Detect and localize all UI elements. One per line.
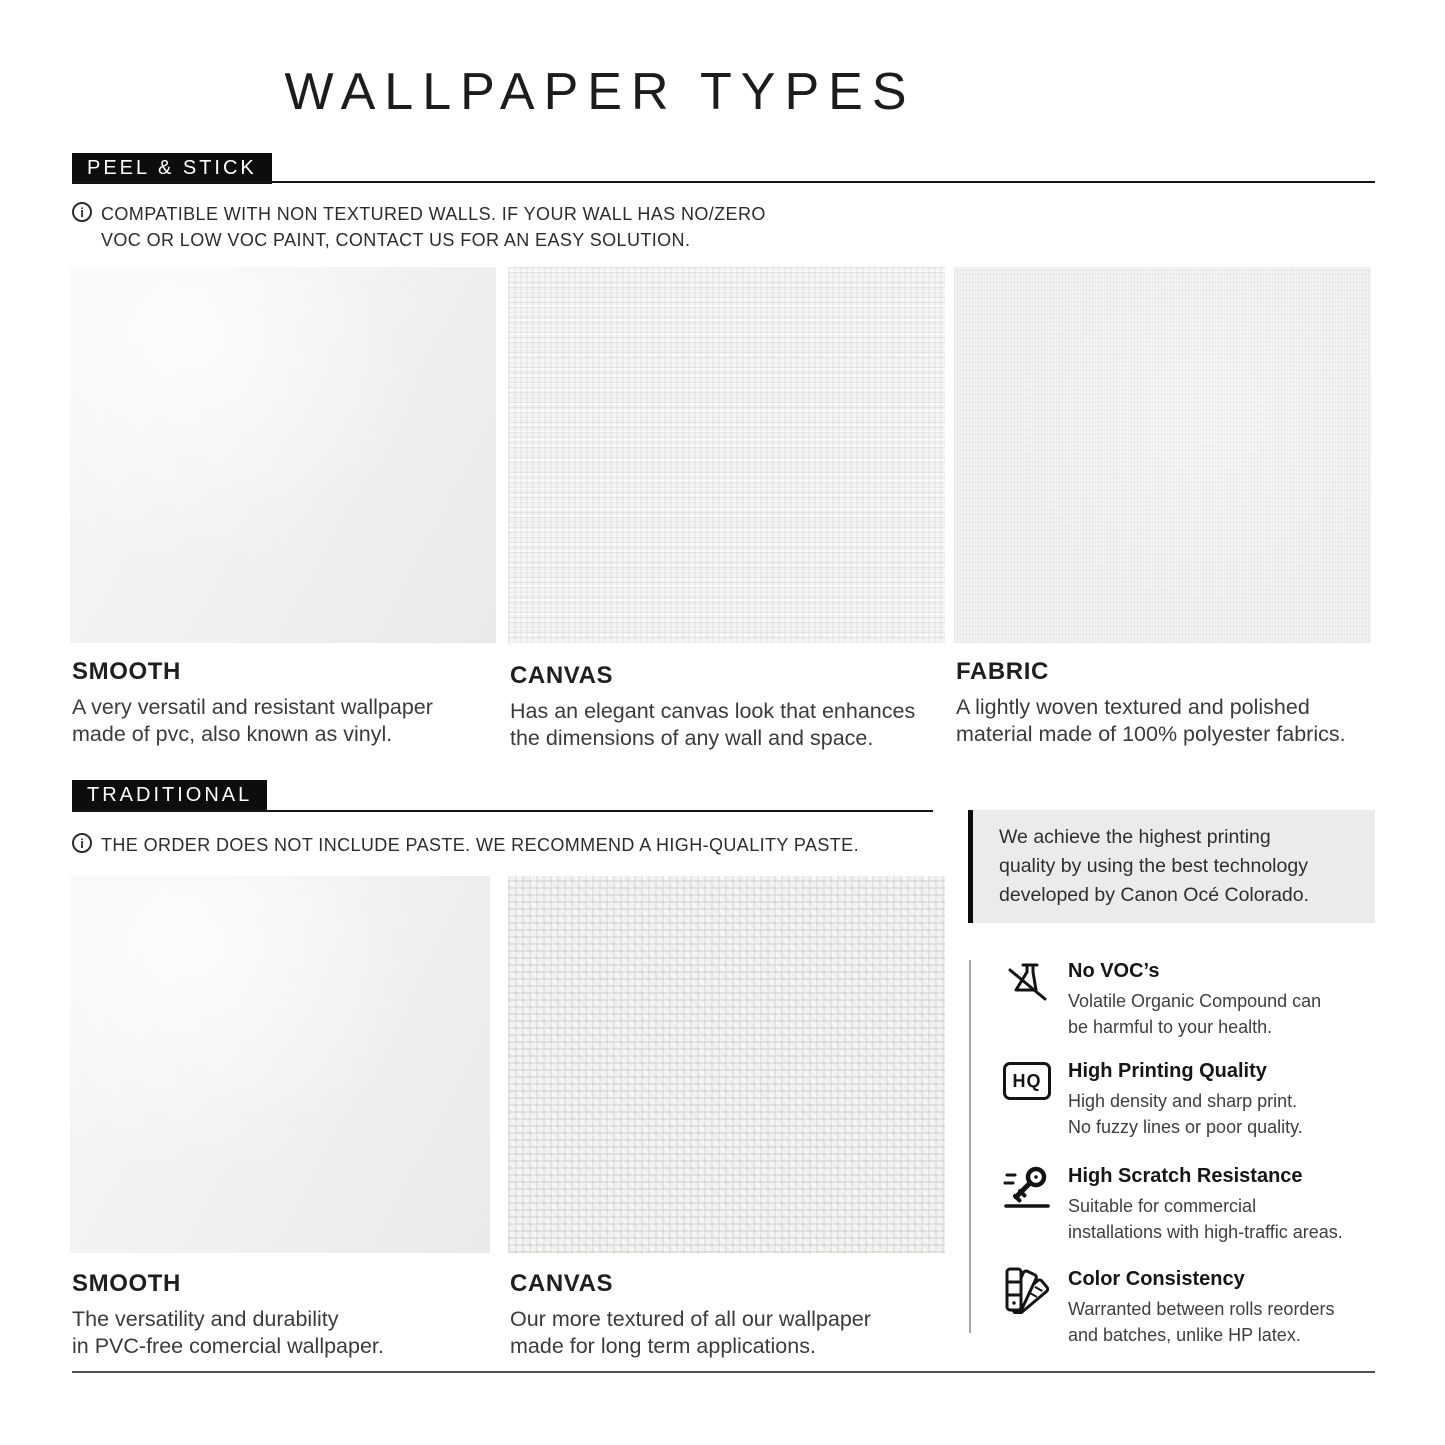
section-divider xyxy=(72,181,1375,183)
section-divider xyxy=(72,810,933,812)
note-line: VOC OR LOW VOC PAINT, CONTACT US FOR AN EASY SOLUTION. xyxy=(101,230,691,250)
traditional-note xyxy=(72,832,859,858)
swatch-caption xyxy=(72,1270,502,1360)
feature-description xyxy=(1068,1193,1343,1245)
feature-title: High Scratch Resistance xyxy=(1068,1165,1303,1187)
desc-line: Has an elegant canvas look that enhances xyxy=(510,699,916,723)
feature-title: Color Consistency xyxy=(1068,1268,1245,1290)
desc-line: A lightly woven textured and polished xyxy=(956,695,1310,719)
swatch-description xyxy=(510,1306,950,1360)
page-title: WALLPAPER TYPES xyxy=(284,63,916,121)
section-badge-peel-and-stick: PEEL & STICK xyxy=(72,153,272,184)
swatch-image-canvas-peel xyxy=(508,267,945,643)
desc-line: The versatility and durability xyxy=(72,1307,339,1331)
swatch-label: CANVAS xyxy=(510,662,614,689)
swatch-label: CANVAS xyxy=(510,1270,614,1297)
no-voc-flask-icon xyxy=(1003,958,1051,1006)
desc-line: be harmful to your health. xyxy=(1068,1017,1273,1037)
desc-line: material made of 100% polyester fabrics. xyxy=(956,722,1346,746)
swatch-description xyxy=(956,694,1381,748)
desc-line: and batches, unlike HP latex. xyxy=(1068,1325,1301,1345)
desc-line: Warranted between rolls reorders xyxy=(1068,1299,1335,1319)
swatch-label: SMOOTH xyxy=(72,1270,181,1297)
sidebar-divider xyxy=(969,960,971,1333)
peel-stick-note xyxy=(72,201,766,253)
color-swatchbook-icon xyxy=(1003,1266,1051,1314)
feature-description xyxy=(1068,1088,1303,1140)
swatch-description xyxy=(510,698,950,752)
swatch-description xyxy=(72,694,502,748)
feature-text xyxy=(1068,1163,1343,1245)
swatch-image-smooth-traditional xyxy=(70,876,490,1253)
feature-description xyxy=(1068,988,1321,1040)
note-line: COMPATIBLE WITH NON TEXTURED WALLS. IF YOUR WALL HAS NO/ZERO xyxy=(101,204,766,224)
swatch-image-canvas-traditional xyxy=(508,876,945,1253)
note-text xyxy=(101,832,859,858)
feature-high-scratch-resistance xyxy=(1003,1163,1375,1245)
printing-quality-callout xyxy=(968,810,1375,923)
swatch-caption xyxy=(510,662,950,752)
feature-text xyxy=(1068,958,1321,1040)
desc-line: High density and sharp print. xyxy=(1068,1091,1298,1111)
swatch-label: SMOOTH xyxy=(72,658,181,685)
desc-line: in PVC-free comercial wallpaper. xyxy=(72,1334,384,1358)
feature-text xyxy=(1068,1058,1303,1140)
swatch-caption xyxy=(72,658,502,748)
swatch-image-fabric-peel xyxy=(954,267,1371,643)
section-badge-traditional: TRADITIONAL xyxy=(72,780,267,811)
swatch-image-smooth-peel xyxy=(70,267,496,643)
feature-description xyxy=(1068,1296,1334,1348)
desc-line: made of pvc, also known as vinyl. xyxy=(72,722,393,746)
feature-title: No VOC’s xyxy=(1068,960,1160,982)
hq-badge-icon xyxy=(1003,1058,1051,1106)
bottom-divider xyxy=(72,1371,1375,1373)
swatch-description xyxy=(72,1306,502,1360)
note-line: THE ORDER DOES NOT INCLUDE PASTE. WE RECOMMEND A HIGH-QUALITY PASTE. xyxy=(101,835,859,855)
note-text xyxy=(101,201,766,253)
desc-line: made for long term applications. xyxy=(510,1334,816,1358)
info-icon: i xyxy=(72,833,92,853)
callout-line: We achieve the highest printing xyxy=(999,826,1271,848)
callout-line: quality by using the best technology xyxy=(999,855,1308,877)
hq-badge-label: HQ xyxy=(1003,1062,1051,1100)
callout-line: developed by Canon Océ Colorado. xyxy=(999,884,1310,906)
desc-line: Our more textured of all our wallpaper xyxy=(510,1307,871,1331)
feature-text xyxy=(1068,1266,1334,1348)
feature-high-printing-quality xyxy=(1003,1058,1375,1140)
feature-no-vocs xyxy=(1003,958,1375,1040)
desc-line: No fuzzy lines or poor quality. xyxy=(1068,1117,1303,1137)
desc-line: A very versatil and resistant wallpaper xyxy=(72,695,433,719)
desc-line: Volatile Organic Compound can xyxy=(1068,991,1322,1011)
swatch-caption xyxy=(956,658,1381,748)
info-icon: i xyxy=(72,202,92,222)
desc-line: Suitable for commercial xyxy=(1068,1196,1257,1216)
swatch-label: FABRIC xyxy=(956,658,1049,685)
desc-line: the dimensions of any wall and space. xyxy=(510,726,874,750)
swatch-caption xyxy=(510,1270,950,1360)
desc-line: installations with high-traffic areas. xyxy=(1068,1222,1343,1242)
feature-color-consistency xyxy=(1003,1266,1375,1348)
key-scratch-icon xyxy=(1003,1163,1051,1211)
feature-title: High Printing Quality xyxy=(1068,1060,1267,1082)
